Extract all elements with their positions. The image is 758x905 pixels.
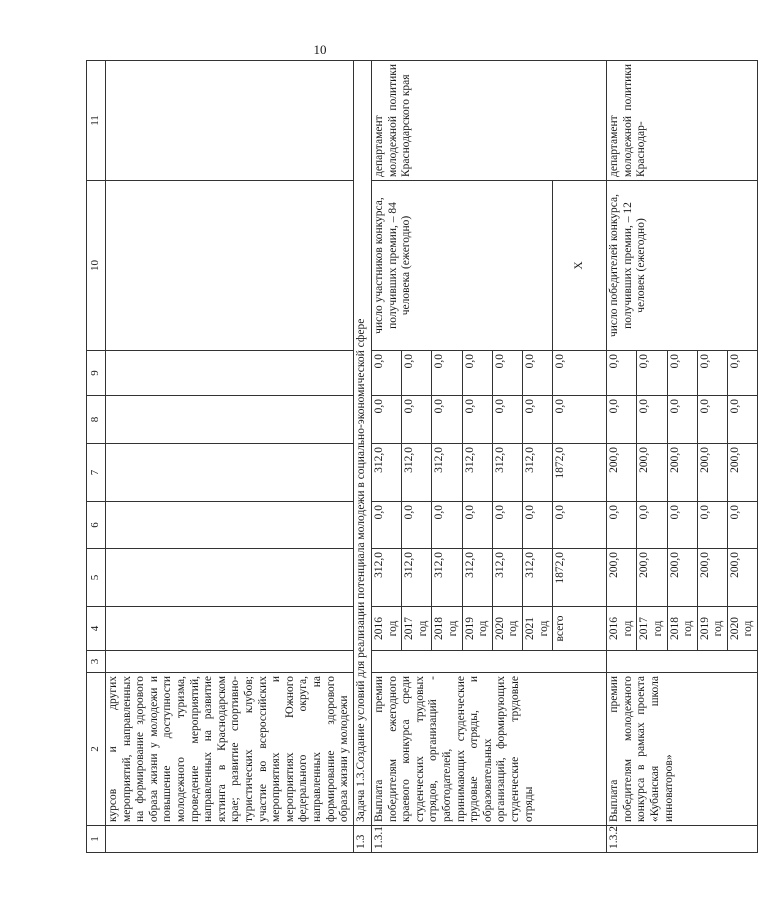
header-cell: 4 bbox=[87, 607, 106, 651]
year-cell: 2016 год bbox=[607, 607, 637, 651]
value-cell: 312,0 bbox=[432, 444, 462, 502]
task-title: Задача 1.3.Создание условий для реализации потенциала молодежи в социально-экономической сфере bbox=[354, 61, 372, 826]
value-cell: 0,0 bbox=[667, 502, 697, 549]
value-cell: 0,0 bbox=[492, 396, 522, 444]
value-cell: 312,0 bbox=[432, 549, 462, 607]
table-row bbox=[607, 61, 637, 853]
year-cell: 2018 год bbox=[667, 607, 697, 651]
value-cell: 0,0 bbox=[637, 351, 667, 396]
header-cell: 8 bbox=[87, 396, 106, 444]
header-cell: 11 bbox=[87, 61, 106, 181]
value-cell: 200,0 bbox=[607, 549, 637, 607]
value-cell: 312,0 bbox=[402, 549, 432, 607]
header-cell: 1 bbox=[87, 826, 106, 853]
value-cell: 312,0 bbox=[462, 444, 492, 502]
value-cell: 200,0 bbox=[667, 444, 697, 502]
task-row bbox=[354, 61, 372, 853]
continuation-text: курсов и других мероприятий, направленных на формирование здорового образа жизни у молодежи и повышение доступности молодежного туризма, проведение мероприятий, направленных на развитие яхтинга в Краснодарском крае; развитие спортивно-туристических клубов; участие во всероссийских мероприятиях и мероприятиях Южного федерального округа, направленных на формирование здорового образа жизни у молодежи bbox=[106, 673, 354, 826]
value-cell: 0,0 bbox=[522, 502, 552, 549]
empty-cell bbox=[106, 607, 354, 651]
value-cell: 0,0 bbox=[553, 502, 607, 549]
year-cell: 2020 год bbox=[727, 607, 757, 651]
value-cell: 0,0 bbox=[667, 396, 697, 444]
year-cell: 2019 год bbox=[697, 607, 727, 651]
item-number: 1.3.2 bbox=[607, 826, 758, 853]
executor-cell: департамент молодежной политики Краснодарского края bbox=[372, 61, 607, 181]
page-number: 10 bbox=[313, 42, 327, 57]
header-cell: 9 bbox=[87, 351, 106, 396]
value-cell: 0,0 bbox=[492, 351, 522, 396]
value-cell: 0,0 bbox=[522, 351, 552, 396]
empty-cell bbox=[607, 651, 758, 673]
result-cell: Х bbox=[553, 181, 607, 351]
value-cell: 200,0 bbox=[667, 549, 697, 607]
value-cell: 312,0 bbox=[492, 444, 522, 502]
value-cell: 0,0 bbox=[667, 351, 697, 396]
table-row bbox=[372, 61, 402, 853]
value-cell: 312,0 bbox=[522, 549, 552, 607]
header-cell: 5 bbox=[87, 549, 106, 607]
value-cell: 0,0 bbox=[462, 502, 492, 549]
value-cell: 0,0 bbox=[432, 396, 462, 444]
item-name: Выплата премии победителям молодежного конкурса в рамках проекта «Кубанская школа инноваторов» bbox=[607, 673, 758, 826]
value-cell: 0,0 bbox=[697, 396, 727, 444]
empty-cell bbox=[372, 651, 607, 673]
empty-cell bbox=[106, 502, 354, 549]
year-cell: 2017 год bbox=[637, 607, 667, 651]
empty-cell bbox=[106, 651, 354, 673]
header-cell: 3 bbox=[87, 651, 106, 673]
value-cell: 0,0 bbox=[462, 396, 492, 444]
value-cell: 200,0 bbox=[697, 549, 727, 607]
value-cell: 0,0 bbox=[402, 502, 432, 549]
item-name: Выплата премии победителям ежегодного краевого конкурса среди студенческих трудовых отрядов, организаций - работодателей, принимающих студенческие трудовые отряды, и образовательных организаций, формирующих студенческие трудовые отряды bbox=[372, 673, 607, 826]
value-cell: 0,0 bbox=[462, 351, 492, 396]
value-cell: 0,0 bbox=[727, 396, 757, 444]
year-cell: 2020 год bbox=[492, 607, 522, 651]
year-cell: 2017 год bbox=[402, 607, 432, 651]
value-cell: 312,0 bbox=[492, 549, 522, 607]
value-cell: 0,0 bbox=[432, 351, 462, 396]
value-cell: 312,0 bbox=[372, 444, 402, 502]
result-cell: число победителей конкурса, получивших премии, – 12 человек (ежегодно) bbox=[607, 181, 758, 351]
value-cell: 200,0 bbox=[727, 549, 757, 607]
value-cell: 0,0 bbox=[553, 351, 607, 396]
header-cell: 6 bbox=[87, 502, 106, 549]
value-cell: 0,0 bbox=[553, 396, 607, 444]
value-cell: 200,0 bbox=[727, 444, 757, 502]
value-cell: 312,0 bbox=[462, 549, 492, 607]
value-cell: 1872,0 bbox=[553, 444, 607, 502]
empty-cell bbox=[106, 61, 354, 181]
continuation-num bbox=[106, 826, 354, 853]
item-number: 1.3.1 bbox=[372, 826, 607, 853]
year-cell: 2018 год bbox=[432, 607, 462, 651]
value-cell: 0,0 bbox=[607, 502, 637, 549]
value-cell: 200,0 bbox=[637, 444, 667, 502]
value-cell: 200,0 bbox=[607, 444, 637, 502]
value-cell: 1872,0 bbox=[553, 549, 607, 607]
value-cell: 312,0 bbox=[402, 444, 432, 502]
continuation-row bbox=[106, 61, 354, 853]
executor-cell: департамент молодежной политики Краснодар- bbox=[607, 61, 758, 181]
value-cell: 0,0 bbox=[727, 351, 757, 396]
empty-cell bbox=[106, 396, 354, 444]
empty-cell bbox=[106, 549, 354, 607]
value-cell: 312,0 bbox=[522, 444, 552, 502]
value-cell: 0,0 bbox=[637, 396, 667, 444]
header-cell: 2 bbox=[87, 673, 106, 826]
value-cell: 0,0 bbox=[492, 502, 522, 549]
result-cell: число участников конкурса, получивших премии, – 84 человека (ежегодно) bbox=[372, 181, 553, 351]
year-cell: 2021 год bbox=[522, 607, 552, 651]
empty-cell bbox=[106, 444, 354, 502]
value-cell: 0,0 bbox=[697, 351, 727, 396]
year-cell: 2019 год bbox=[462, 607, 492, 651]
header-row bbox=[87, 61, 106, 853]
value-cell: 0,0 bbox=[727, 502, 757, 549]
value-cell: 0,0 bbox=[432, 502, 462, 549]
empty-cell bbox=[106, 181, 354, 351]
value-cell: 0,0 bbox=[607, 396, 637, 444]
header-cell: 10 bbox=[87, 181, 106, 351]
program-table bbox=[86, 60, 758, 853]
value-cell: 0,0 bbox=[522, 396, 552, 444]
value-cell: 200,0 bbox=[637, 549, 667, 607]
year-cell: всего bbox=[553, 607, 607, 651]
value-cell: 0,0 bbox=[402, 351, 432, 396]
value-cell: 0,0 bbox=[697, 502, 727, 549]
value-cell: 0,0 bbox=[402, 396, 432, 444]
value-cell: 312,0 bbox=[372, 549, 402, 607]
value-cell: 0,0 bbox=[637, 502, 667, 549]
value-cell: 0,0 bbox=[372, 351, 402, 396]
year-cell: 2016 год bbox=[372, 607, 402, 651]
header-cell: 7 bbox=[87, 444, 106, 502]
value-cell: 0,0 bbox=[372, 396, 402, 444]
value-cell: 200,0 bbox=[697, 444, 727, 502]
value-cell: 0,0 bbox=[607, 351, 637, 396]
empty-cell bbox=[106, 351, 354, 396]
value-cell: 0,0 bbox=[372, 502, 402, 549]
task-number: 1.3 bbox=[354, 826, 372, 853]
